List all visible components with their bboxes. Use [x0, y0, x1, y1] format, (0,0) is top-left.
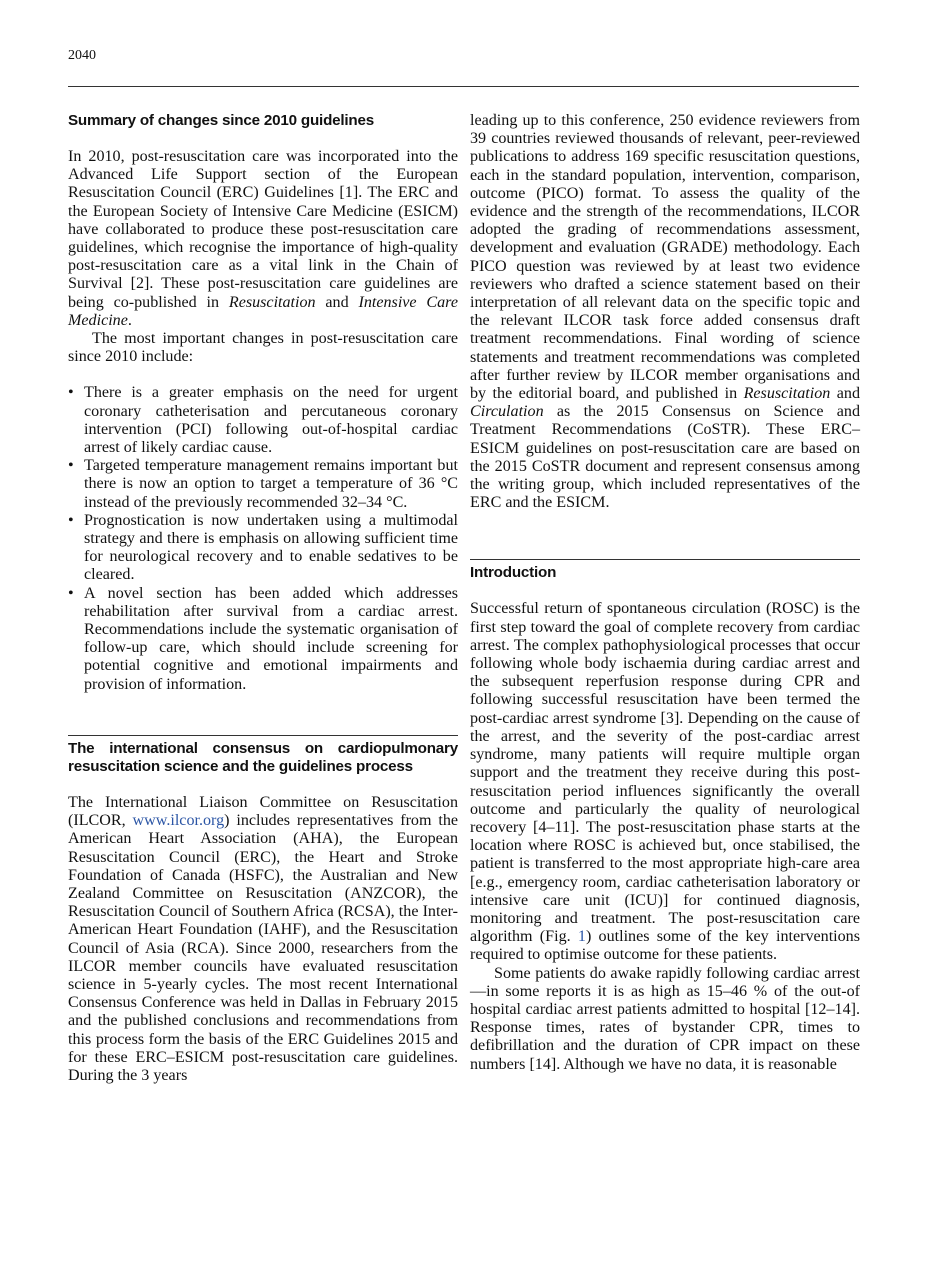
figure-1-link[interactable]: 1 [577, 928, 586, 946]
bullet-icon: • [68, 384, 74, 402]
section-rule [68, 735, 458, 736]
summary-paragraph-1: In 2010, post-resuscitation care was incorporated into the Advanced Life Support section of the European Resuscitation Council (ERC) Guidelines [1]. The ERC and the European Society of Intensive Care Medicine (ESICM) have collaborated to produce these post-resuscitation care guidelines, which recognise the importance of high-quality post-resuscitation care as a vital link in the Chain of Survival [2]. These post-resuscitation care guidelines are being co-published in Resuscitation and Intensive Care Medicine. [68, 148, 458, 329]
consensus-continued-paragraph: leading up to this conference, 250 evidence reviewers from 39 countries reviewed thousands of relevant, peer-reviewed publications to address 169 specific resuscitation questions, each in the standard population, intervention, comparison, outcome (PICO) format. To assess the quality of the evidence and the strength of the recommendations, ILCOR adopted the grading of recommendations assessment, development and evaluation (GRADE) methodology. Each PICO question was reviewed by at least two evidence reviewers who drafted a science statement based on their interpretation of all relevant data on the specific topic and the relevant ILCOR task force added consensus draft treatment recommendations. Final wording of science statements and treatment recommendations was completed after further review by ILCOR member organisations and by the editorial board, and published in Resuscitation and Circulation as the 2015 Consensus on Science and Treatment Recommendations (CoSTR). These ERC–ESICM guidelines on post-resuscitation care are based on the 2015 CoSTR document and represent consensus among the writing group, which included representatives of the ERC and the ESICM. [470, 112, 860, 512]
changes-list [68, 384, 458, 693]
bullet-icon: • [68, 457, 74, 475]
summary-heading: Summary of changes since 2010 guidelines [68, 112, 374, 129]
introduction-heading: Introduction [470, 564, 557, 582]
section-rule [470, 559, 860, 560]
left-column [68, 112, 458, 1085]
introduction-paragraph-1: Successful return of spontaneous circulation (ROSC) is the first step toward the goal of complete recovery from cardiac arrest. The complex pathophysiological processes that occur following whole body ischaemia during cardiac arrest and the subsequent reperfusion response during CPR and following successful resuscitation have been termed the post-cardiac arrest syndrome [3]. Depending on the cause of the arrest, and the severity of the post-cardiac arrest syndrome, many patients will require multiple organ support and the treatment they receive during this post-resuscitation period influences significantly the overall outcome and particularly the quality of neurological recovery [4–11]. The post-resuscitation phase starts at the location where ROSC is achieved but, once stabilised, the patient is transferred to the most appropriate high-care area [e.g., emergency room, cardiac catheterisation laboratory or intensive care unit (ICU)] for continued diagnosis, monitoring and treatment. The post-resuscitation care algorithm (Fig. 1) outlines some of the key interventions required to optimise outcome for these patients. [470, 600, 860, 964]
list-item: • Prognostication is now undertaken using a multimodal strategy and there is emphasis on allowing sufficient time for neurological recovery and to enable sedatives to be cleared. [68, 511, 458, 584]
consensus-paragraph: The International Liaison Committee on Resuscitation (ILCOR, www.ilcor.org) includes representatives from the American Heart Association (AHA), the European Resuscitation Council (ERC), the Heart and Stroke Foundation of Canada (HSFC), the Australian and New Zealand Committee on Resuscitation (ANZCOR), the Resuscitation Council of Southern Africa (RCSA), the Inter-American Heart Foundation (IAHF), and the Resuscitation Council of Asia (RCA). Since 2000, researchers from the ILCOR member councils have evaluated resuscitation science in 5-yearly cycles. The most recent International Consensus Conference was held in Dallas in February 2015 and the published conclusions and recommendations from this process form the basis of the ERC Guidelines 2015 and for these ERC–ESICM post-resuscitation care guidelines. During the 3 years [68, 793, 459, 1084]
ilcor-link[interactable]: www.ilcor.org [132, 812, 225, 830]
bullet-icon: • [68, 584, 74, 602]
bullet-icon: • [68, 511, 74, 529]
list-item: • Targeted temperature management remains important but there is now an option to target a temperature of 36 °C instead of the previously recommended 32–34 °C. [68, 457, 458, 511]
header-rule [68, 86, 859, 87]
list-item: • A novel section has been added which addresses rehabilitation after survival from a cardiac arrest. Recommendations include the systematic organisation of follow-up care, which should include screening for potential cognitive and emotional impairments and provision of information. [68, 584, 458, 693]
summary-paragraph-2: The most important changes in post-resuscitation care since 2010 include: [68, 330, 458, 366]
list-item: • There is a greater emphasis on the need for urgent coronary catheterisation and percutaneous coronary intervention (PCI) following out-of-hospital cardiac arrest of likely cardiac cause. [68, 384, 458, 457]
page-number: 2040 [68, 48, 96, 63]
right-column [470, 112, 860, 1074]
introduction-paragraph-2: Some patients do awake rapidly following cardiac arrest—in some reports it is as high as 15–46 % of the out-of hospital cardiac arrest patients admitted to hospital [12–14]. Response times, rates of bystander CPR, times to defibrillation and the duration of CPR impact on these numbers [14]. Although we have no data, it is reasonable [470, 964, 860, 1073]
consensus-heading: The international consensus on cardiopulmonary resuscitation science and the guidelines process [68, 739, 458, 775]
